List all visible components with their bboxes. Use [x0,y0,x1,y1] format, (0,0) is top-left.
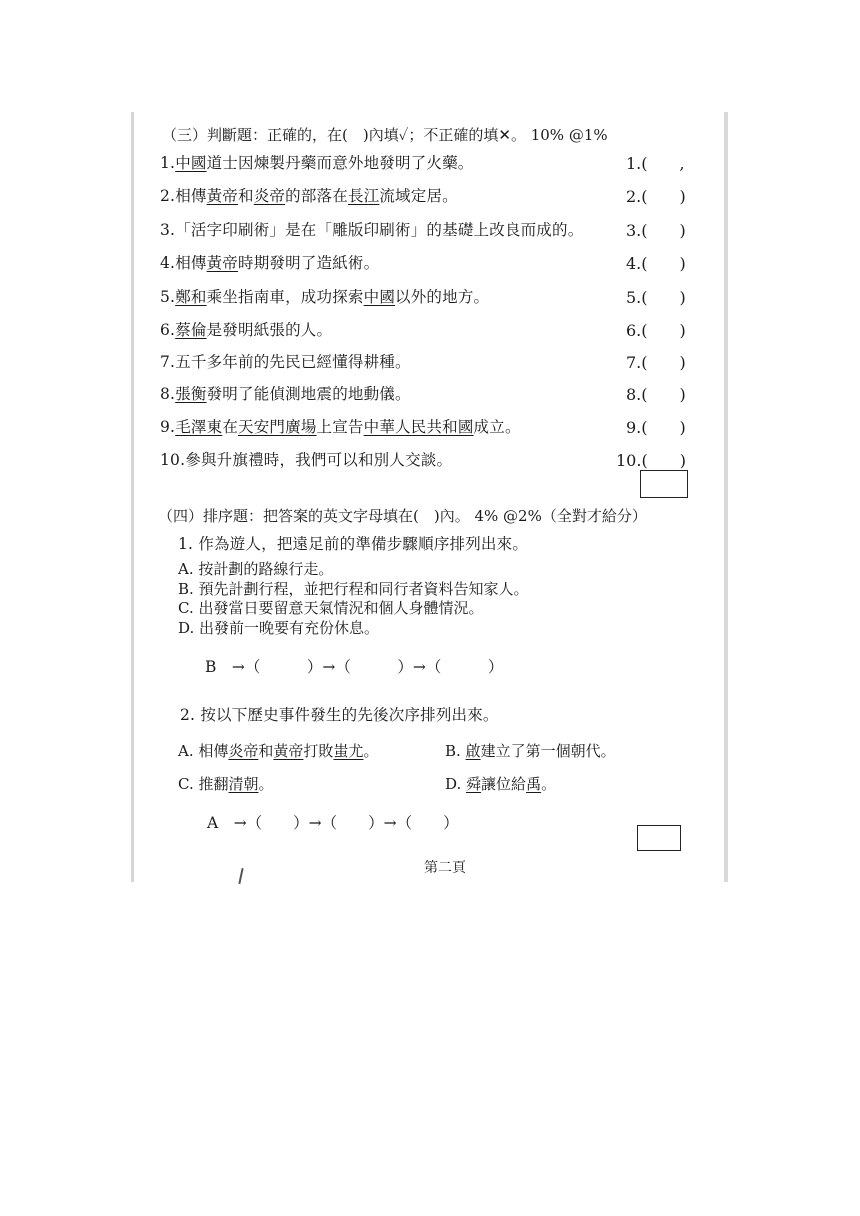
text-fragment: 道士因煉製丹藥而意外地發明了火藥。 [206,154,474,172]
text-fragment: 。 [541,775,557,793]
q1-answer-sequence[interactable]: B →（ ）→（ ）→（ ） [205,658,504,676]
answer-blank-7[interactable]: 7.( ) [626,353,686,372]
underlined-proper-noun: 黃帝 [206,254,239,272]
answer-blank-8[interactable]: 8.( ) [626,385,686,404]
stray-pen-mark [238,868,243,884]
q1-option-b: B. 預先計劃行程，並把行程和同行者資料告知家人。 [178,580,529,598]
section3-score-box[interactable] [640,470,688,498]
judgment-question-4 [160,251,379,273]
text-fragment: 。 [363,742,379,760]
answer-blank-9[interactable]: 9.( ) [626,418,686,437]
text-fragment: 相傳 [175,254,207,272]
underlined-proper-noun: 天安門廣場 [238,418,317,436]
judgment-question-7 [160,350,411,372]
text-fragment: 「活字印刷術」是在「雕版印刷術」的基礎上改良而成的。 [175,221,584,239]
text-fragment: 是發明紙張的人。 [206,321,333,339]
text-fragment: 建立了第一個朝代。 [480,742,616,760]
section4-score-box[interactable] [637,825,681,851]
judgment-question-6 [160,318,332,340]
question-number: 8. [160,385,176,403]
underlined-proper-noun: 中國 [175,154,207,172]
text-fragment: C. 推翻 [178,775,229,793]
q1-option-a: A. 按計劃的路線行走。 [178,560,334,578]
q2-option-b [445,740,616,761]
question-number: 4. [160,254,176,272]
judgment-question-8 [160,382,411,404]
scan-edge-left [131,112,134,882]
text-fragment: 打敗 [303,742,334,760]
question-number: 5. [160,288,176,306]
answer-blank-4[interactable]: 4.( ) [626,254,686,273]
underlined-proper-noun: 黃帝 [206,187,239,205]
answer-blank-10[interactable]: 10.( ) [616,451,686,470]
section4-q1-prompt: 1. 作為遊人，把遠足前的準備步驟順序排列出來。 [178,535,529,553]
text-fragment: 乘坐指南車，成功探索 [206,288,364,306]
question-text [175,154,473,172]
judgment-question-1 [160,151,474,173]
question-number: 10. [160,451,186,469]
judgment-question-10 [160,448,452,470]
section3-title: （三）判斷題：正確的，在( )內填✓；不正確的填✕。 10% @1% [162,126,608,144]
judgment-question-3 [160,218,583,240]
answer-blank-2[interactable]: 2.( ) [626,187,686,206]
underlined-proper-noun: 蔡倫 [175,321,207,339]
text-fragment: 發明了能偵測地震的地動儀。 [206,385,411,403]
question-text [175,221,583,239]
underlined-proper-noun: 張衡 [175,385,207,403]
question-text [175,254,379,272]
q2-option-a [178,740,378,761]
question-number: 7. [160,353,176,371]
text-fragment: 成立。 [473,418,521,436]
answer-blank-3[interactable]: 3.( ) [626,221,686,240]
text-fragment: 時期發明了造紙術。 [238,254,380,272]
scan-edge-right [724,112,728,882]
text-fragment: 以外的地方。 [395,288,490,306]
underlined-proper-noun: 炎帝 [228,742,259,760]
underlined-proper-noun: 蚩尤 [333,742,364,760]
underlined-proper-noun: 中華人民共和國 [363,418,474,436]
underlined-proper-noun: 毛澤東 [175,418,223,436]
question-text [175,353,411,371]
underlined-proper-noun: 清朝 [228,775,259,793]
section4-q2-prompt: 2. 按以下歷史事件發生的先後次序排列出來。 [180,706,499,724]
q2-option-d [445,773,556,794]
q1-option-c: C. 出發當日要留意天氣情況和個人身體情況。 [178,599,484,617]
text-fragment: 讓位給 [481,775,527,793]
text-fragment: B. [445,742,466,760]
underlined-proper-noun: 禹 [526,775,542,793]
question-number: 9. [160,418,176,436]
text-fragment: 五千多年前的先民已經懂得耕種。 [175,353,411,371]
text-fragment: 的部落在 [285,187,348,205]
question-number: 2. [160,187,176,205]
text-fragment: A. 相傳 [178,742,229,760]
page-number: 第二頁 [424,860,466,876]
judgment-question-5 [160,285,489,307]
underlined-proper-noun: 鄭和 [175,288,207,306]
question-text [175,385,411,403]
text-fragment: 參與升旗禮時，我們可以和別人交談。 [185,451,453,469]
answer-blank-5[interactable]: 5.( ) [626,288,686,307]
q1-option-d: D. 出發前一晚要有充份休息。 [178,619,380,637]
text-fragment: 流域定居。 [379,187,458,205]
question-text [175,418,520,436]
q2-answer-sequence[interactable]: A →（ ）→（ ）→（ ） [207,814,459,832]
underlined-proper-noun: 黃帝 [273,742,304,760]
q2-option-c [178,773,274,794]
text-fragment: 。 [258,775,274,793]
question-number: 1. [160,154,176,172]
text-fragment: 和 [238,187,254,205]
question-number: 6. [160,321,176,339]
question-text [175,187,458,205]
text-fragment: 和 [258,742,274,760]
question-text [175,288,489,306]
underlined-proper-noun: 炎帝 [253,187,286,205]
underlined-proper-noun: 長江 [347,187,380,205]
question-number: 3. [160,221,176,239]
judgment-question-9 [160,415,521,437]
question-text [175,321,332,339]
text-fragment: 上宣告 [316,418,364,436]
text-fragment: 在 [222,418,239,436]
text-fragment: D. [445,775,467,793]
answer-blank-1[interactable]: 1.( , [626,154,685,173]
question-text [185,451,452,469]
text-fragment: 相傳 [175,187,207,205]
judgment-question-2 [160,184,458,206]
answer-blank-6[interactable]: 6.( ) [626,321,686,340]
underlined-proper-noun: 中國 [363,288,396,306]
underlined-proper-noun: 啟 [465,742,481,760]
section4-title: （四）排序題：把答案的英文字母填在( )內。 4% @2%（全對才給分） [158,507,647,525]
underlined-proper-noun: 舜 [466,775,482,793]
